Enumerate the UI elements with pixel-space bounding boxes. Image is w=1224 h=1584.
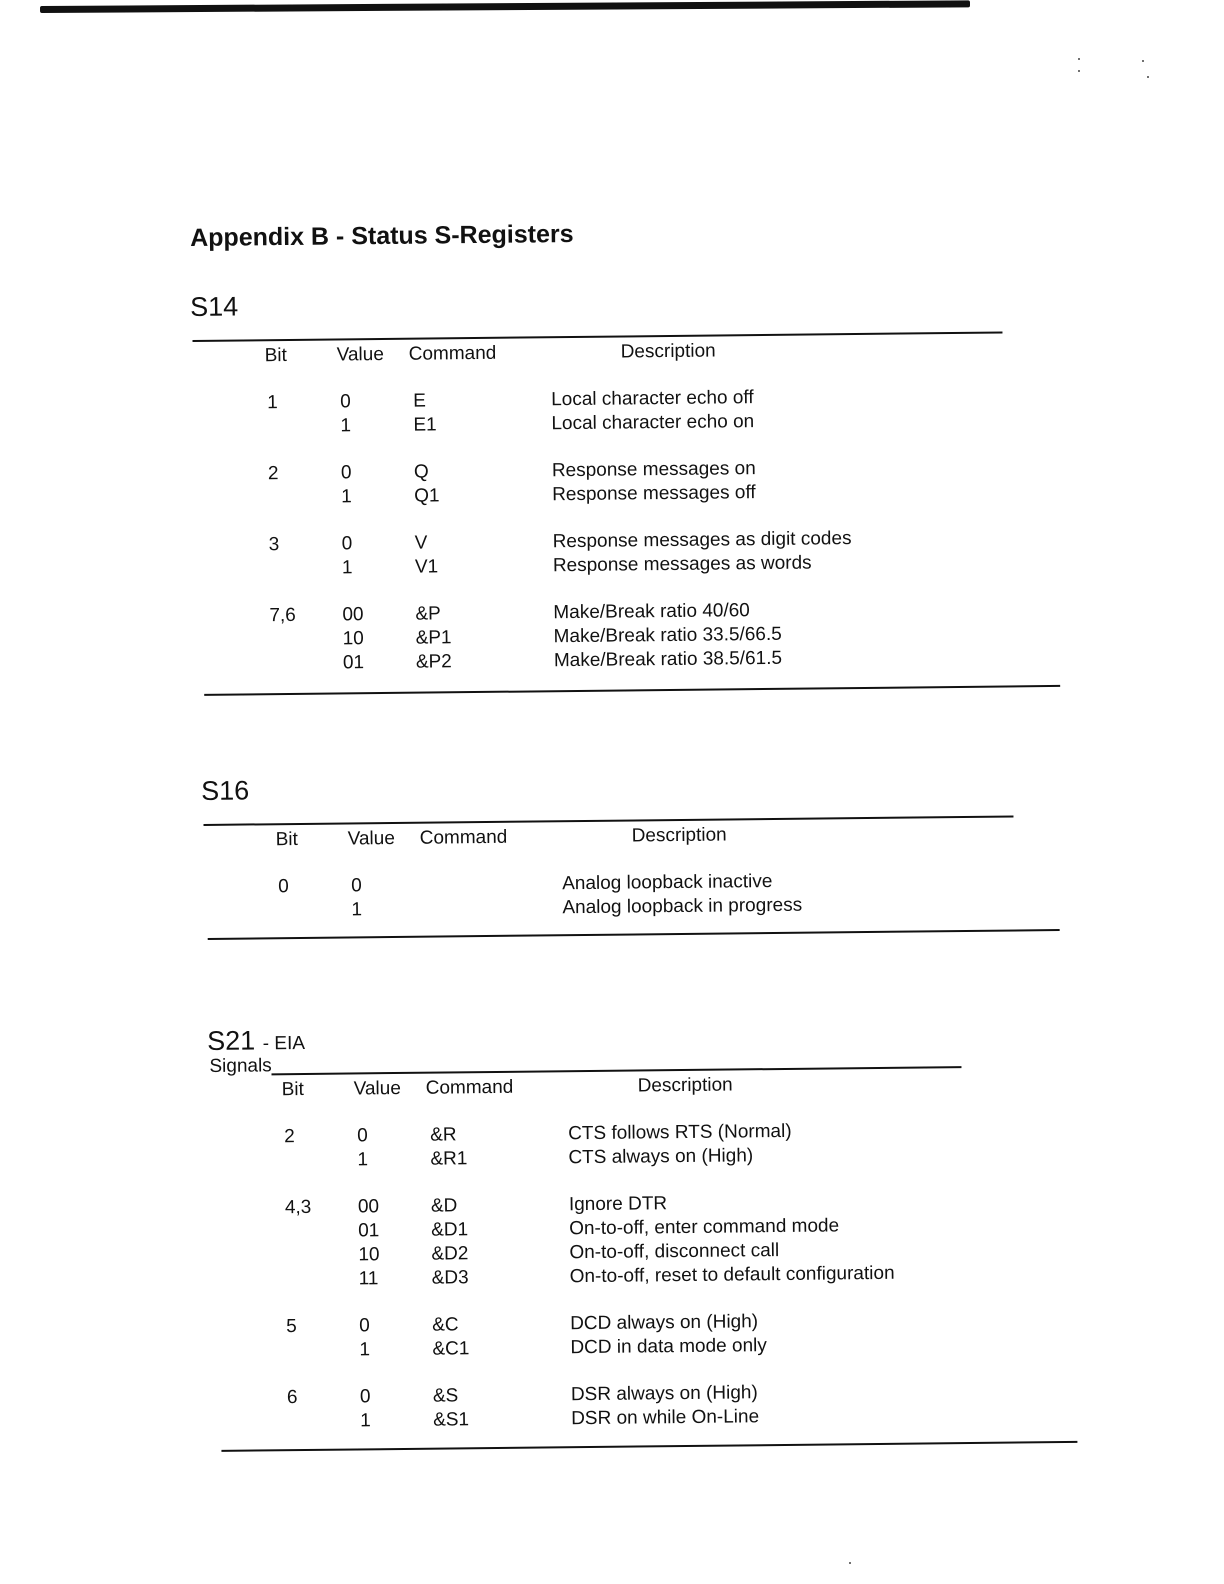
cell-command: E [413,390,426,412]
cell-description: Response messages as digit codes [552,528,852,553]
cell-command: V1 [414,556,439,578]
cell-description: Make/Break ratio 38.5/61.5 [553,647,783,672]
cell-value: 0 [341,533,353,555]
column-header-bit: Bit [275,828,298,851]
cell-description: Response messages as words [552,552,812,577]
cell-command: &D [430,1195,458,1217]
cell-value: 1 [341,557,353,579]
cell-command: &D1 [431,1219,469,1241]
cell-description: Make/Break ratio 33.5/66.5 [553,623,782,648]
cell-description: Analog loopback in progress [562,894,803,919]
cell-bit: 5 [286,1316,297,1338]
column-header-bit: Bit [264,344,287,367]
cell-command: &C1 [432,1338,470,1360]
cell-bit: 2 [267,463,279,485]
cell-description: Response messages off [552,482,756,506]
cell-description: Ignore DTR [568,1193,668,1216]
s16-register-table [201,767,1063,976]
cell-value: 1 [341,486,352,508]
table-bottom-rule [204,685,1060,696]
scan-top-border [40,0,970,13]
cell-value: 10 [342,628,364,650]
cell-description: Local character echo off [551,387,754,411]
cell-value: 01 [358,1220,380,1242]
cell-description: Local character echo on [551,411,755,435]
register-subtitle: Signals [209,1055,272,1077]
cell-command: &S1 [433,1409,470,1431]
cell-command: Q1 [414,485,440,507]
cell-command: &P2 [415,651,452,673]
cell-bit: 6 [286,1387,298,1409]
cell-value: 11 [358,1268,379,1290]
cell-value: 1 [340,415,352,437]
cell-command: Q [413,461,429,483]
cell-description: DSR on while On-Line [571,1406,760,1430]
cell-value: 0 [351,875,362,897]
page-title: Appendix B - Status S-Registers [190,219,574,252]
column-header-command: Command [419,826,508,849]
cell-bit: 0 [278,876,289,898]
cell-value: 1 [351,899,363,921]
scan-speck [1078,58,1080,60]
register-name: S14 [190,291,239,322]
s21-register-table [207,1017,1082,1476]
cell-description: Make/Break ratio 40/60 [553,600,750,624]
cell-bit: 3 [268,534,280,556]
cell-description: DSR always on (High) [570,1382,758,1406]
cell-value: 1 [359,1339,371,1361]
cell-value: 01 [342,652,365,674]
cell-value: 10 [358,1244,380,1266]
scan-speck [1142,60,1144,62]
table-top-rule [193,331,1003,341]
s14-register-table [190,283,1014,712]
cell-command: &D3 [431,1267,469,1289]
cell-value: 0 [340,462,352,484]
column-header-description: Description [637,1074,733,1097]
cell-command: &S [432,1385,459,1407]
cell-command: E1 [413,414,437,436]
cell-command: &R1 [430,1148,468,1170]
cell-description: Response messages on [551,458,756,482]
cell-command: &P1 [415,627,452,649]
scan-speck [849,1562,851,1564]
cell-description: On-to-off, reset to default configuration [569,1262,895,1288]
cell-description: On-to-off, disconnect call [569,1240,780,1264]
column-header-description: Description [631,824,727,847]
cell-command: &C [432,1314,459,1336]
register-name: S16 [201,775,250,806]
cell-value: 0 [340,391,351,413]
cell-bit: 4,3 [284,1196,312,1219]
table-top-rule [271,1066,961,1075]
scan-speck [1147,76,1149,78]
column-header-value: Value [347,827,395,850]
column-header-command: Command [425,1076,514,1099]
cell-value: 0 [359,1315,370,1337]
cell-command: &D2 [431,1243,469,1265]
column-header-value: Value [353,1077,401,1100]
column-header-value: Value [336,343,384,366]
cell-value: 1 [357,1149,369,1171]
cell-value: 00 [342,604,364,626]
cell-bit: 7,6 [269,604,296,627]
cell-description: DCD in data mode only [570,1335,767,1359]
cell-description: On-to-off, enter command mode [569,1215,840,1240]
cell-description: DCD always on (High) [570,1311,759,1335]
column-header-description: Description [620,340,716,363]
table-bottom-rule [221,1441,1077,1452]
scan-speck [1078,70,1080,72]
cell-command: V [414,532,428,554]
cell-command: &P [415,603,441,625]
cell-value: 0 [357,1125,368,1147]
cell-value: 1 [360,1410,371,1432]
cell-description: CTS follows RTS (Normal) [568,1120,792,1145]
register-name: S21 - EIA [207,1025,306,1056]
cell-value: 00 [357,1196,380,1218]
cell-command: &R [430,1124,457,1146]
cell-bit: 2 [284,1126,295,1148]
cell-description: Analog loopback inactive [562,871,773,895]
table-top-rule [204,815,1014,825]
column-header-command: Command [408,342,497,365]
cell-bit: 1 [267,392,278,414]
column-header-bit: Bit [281,1078,304,1101]
table-bottom-rule [208,929,1060,940]
cell-description: CTS always on (High) [568,1145,754,1169]
cell-value: 0 [359,1386,371,1408]
